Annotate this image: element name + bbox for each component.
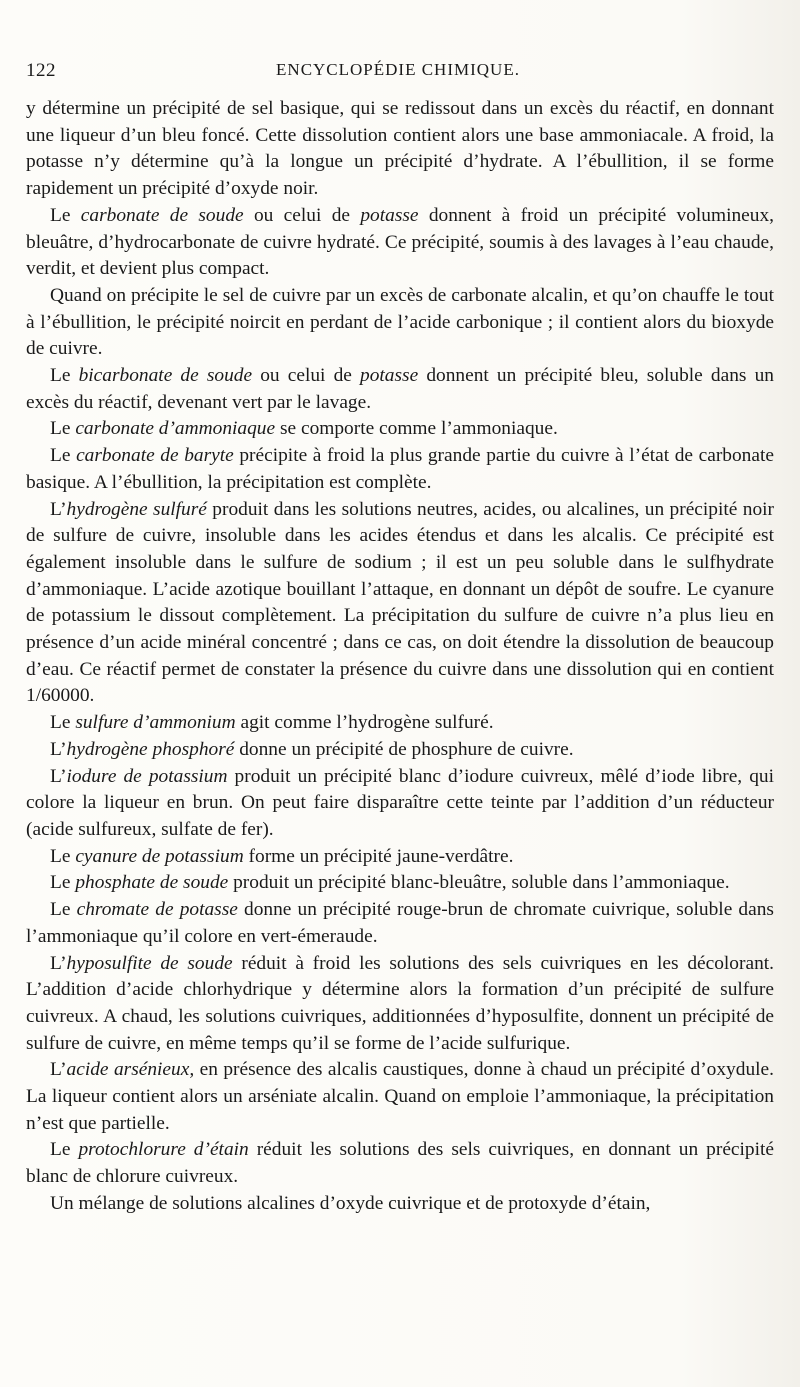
reagent-term: cyanure de potassium [75, 845, 244, 867]
paragraph: L’hyposulfite de soude réduit à froid les solutions des sels cuivriques en les décolorant. L’addition d’acide chlorhydrique y détermine alors la formation d’un précipité de sulfure cuivreux. A chaud, les solutions cuivriques, additionnées d’hyposulfite, donnent un précipité de sulfure de cuivre, en même temps qu’il se forme de l’acide sulfurique. [26, 952, 774, 1054]
paragraph: Le cyanure de potassium forme un précipité jaune-verdâtre. [50, 845, 514, 867]
reagent-term: sulfure d’ammonium [75, 712, 236, 734]
paragraph: Le carbonate de soude ou celui de potasse donnent à froid un précipité volumineux, bleuâtre, d’hydrocarbonate de cuivre hydraté. Ce précipité, soumis à des lavages à l’eau chaude, verdit, et devient plus compact. [26, 204, 774, 280]
paragraph: Le chromate de potasse donne un précipité rouge-brun de chromate cuivrique, soluble dans l’ammoniaque qu’il colore en vert-émeraude. [26, 899, 774, 947]
page-body [26, 96, 774, 1218]
paragraph: Le phosphate de soude produit un précipité blanc-bleuâtre, soluble dans l’ammoniaque. [50, 872, 730, 894]
paragraph: Quand on précipite le sel de cuivre par un excès de carbonate alcalin, et qu’on chauffe le tout à l’ébullition, le précipité noircit en perdant de l’acide carbonique ; il contient alors du bioxyde de cuivre. [26, 284, 774, 360]
reagent-term: protochlorure d’étain [78, 1139, 249, 1161]
paragraph: Le bicarbonate de soude ou celui de potasse donnent un précipité bleu, soluble dans un excès du réactif, devenant vert par le lavage. [26, 365, 774, 413]
reagent-term: acide arsénieux, [66, 1059, 195, 1081]
paragraph: Le protochlorure d’étain réduit les solutions des sels cuivriques, en donnant un précipité blanc de chlorure cuivreux. [26, 1139, 774, 1188]
reagent-term: hydrogène sulfuré [66, 498, 207, 520]
paragraph: L’iodure de potassium produit un précipité blanc d’iodure cuivreux, mêlé d’iode libre, qui colore la liqueur en brun. On peut faire disparaître cette teinte par l’addition d’un réducteur (acide sulfureux, sulfate de fer). [26, 765, 774, 840]
paragraph: Le sulfure d’ammonium agit comme l’hydrogène sulfuré. [50, 712, 494, 734]
reagent-term: carbonate de soude [80, 204, 244, 226]
reagent-term: carbonate d’ammoniaque [75, 418, 276, 440]
reagent-term: phosphate de soude [75, 872, 229, 894]
reagent-term: bicarbonate de soude [78, 365, 253, 387]
reagent-term: hyposulfite de soude [66, 952, 233, 974]
reagent-term: potasse [360, 204, 419, 226]
page-number: 122 [26, 60, 56, 81]
paragraph: Le carbonate d’ammoniaque se comporte comme l’ammoniaque. [50, 418, 558, 440]
paragraph: L’acide arsénieux, en présence des alcalis caustiques, donne à chaud un précipité d’oxydule. La liqueur contient alors un arséniate alcalin. Quand on emploie l’ammoniaque, la précipitation n’est que partielle. [26, 1059, 774, 1134]
reagent-term: hydrogène phosphoré [66, 738, 235, 760]
reagent-term: potasse [360, 365, 419, 387]
paragraph: L’hydrogène phosphoré donne un précipité de phosphure de cuivre. [50, 738, 574, 760]
reagent-term: carbonate de baryte [76, 445, 234, 467]
paragraph: L’hydrogène sulfuré produit dans les solutions neutres, acides, ou alcalines, un précipité noir de sulfure de cuivre, insoluble dans les acides étendus et dans les alcalis. Ce précipité est également insoluble dans le sulfure de sodium ; il est un peu soluble dans le sulfhydrate d’ammoniaque. L’acide azotique bouillant l’attaque, en donnant un dépôt de soufre. Le cyanure de potassium le dissout complètement. La précipitation du sulfure de cuivre n’a plus lieu en présence d’un acide minéral concentré ; dans ce cas, on doit étendre la dissolution de beaucoup d’eau. Ce réactif permet de constater la présence du cuivre dans une dissolution qui en contient 1/60000. [26, 498, 774, 707]
paragraph: Un mélange de solutions alcalines d’oxyde cuivrique et de protoxyde d’étain, [50, 1192, 651, 1214]
running-title: ENCYCLOPÉDIE CHIMIQUE. [276, 60, 520, 79]
reagent-term: iodure de potassium [66, 765, 228, 787]
paragraph: Le carbonate de baryte précipite à froid la plus grande partie du cuivre à l’état de carbonate basique. A l’ébullition, la précipitation est complète. [26, 445, 774, 493]
reagent-term: chromate de potasse [76, 899, 238, 921]
paragraph: y détermine un précipité de sel basique, qui se redissout dans un excès du réactif, en donnant une liqueur d’un bleu foncé. Cette dissolution contient alors une base ammoniacale. A froid, la potasse n’y détermine qu’à la longue un précipité d’hydrate. A l’ébullition, il se forme rapidement un précipité d’oxyde noir. [26, 98, 774, 200]
page-header [26, 58, 770, 88]
